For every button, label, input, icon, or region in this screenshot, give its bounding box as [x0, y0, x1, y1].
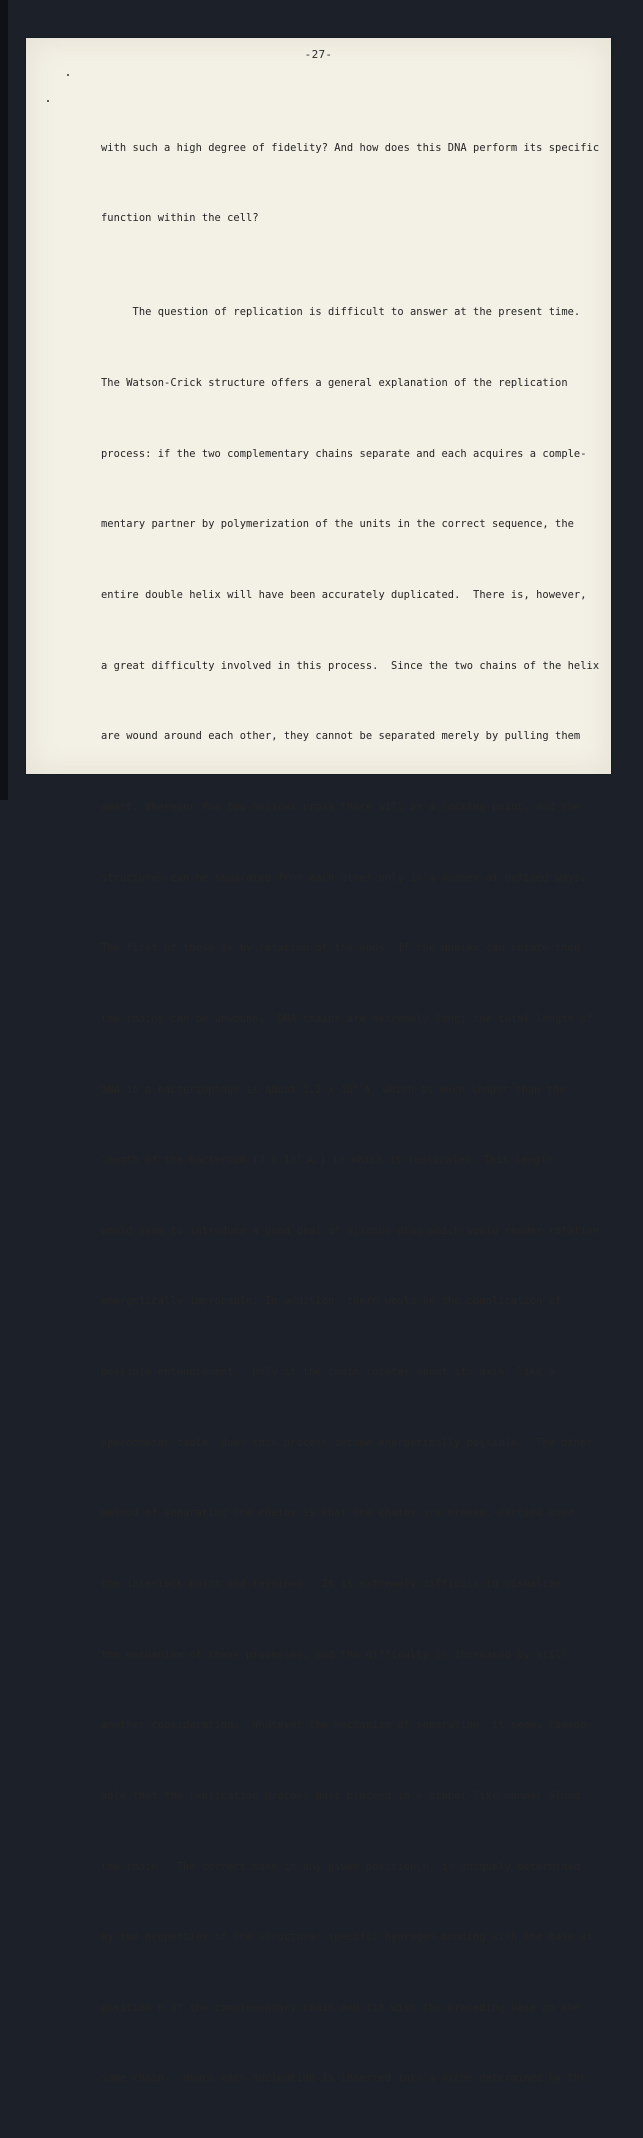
text-line: energetically improbable. In addition, there would be the complication of [101, 1295, 562, 1308]
text-line: mentary partner by polymerization of the units in the correct sequence, the [101, 518, 574, 531]
text-line: by two properties of the structure: specific hydrogen bonding with the base at [101, 1931, 593, 1944]
text-line: method of separating the chains is that the chains are broken, carried over [101, 1507, 574, 1520]
text-segment: A.) in which it replicates. This length [300, 1154, 553, 1167]
text-line: structures can be separated from each other only in a number of defined ways. [101, 871, 587, 884]
text-line: able that the replication process must proceed in a zipper-like manner along [101, 1789, 581, 1802]
exponent: 6 [353, 1081, 358, 1090]
text-segment: length of the bacterium (3 x 10 [101, 1154, 297, 1167]
text-line-with-exponent [101, 1149, 591, 1173]
margin-dot [67, 74, 69, 76]
text-line: apart. Wherever the two helices cross there will be a locking point, and the [101, 800, 581, 813]
text-segment: DNA in a bacteriophage is about 1.2 x 10 [101, 1083, 354, 1096]
page-number: -27- [304, 48, 333, 61]
text-line: possible entanglement. Only if the chain rotates about its axis, like a [101, 1366, 556, 1379]
text-line: the chains can be unwound. DNA chains are extremely long; the total length of [101, 1012, 593, 1025]
text-line: position n of the complementary chain and fit with the preceding base on the [101, 2001, 581, 2014]
text-line: another consideration. Whatever the mechanism of separation, it seems reason- [101, 1719, 593, 1732]
body-text [101, 66, 600, 2138]
scan-background-edge [0, 0, 8, 800]
text-line: are wound around each other, they cannot be separated merely by pulling them [101, 730, 581, 743]
text-line: The question of replication is difficult to answer at the present time. [101, 306, 581, 319]
text-line: the mechanism of these processes, and the difficulty is increased by still [101, 1648, 568, 1661]
text-line-with-exponent [101, 1079, 591, 1103]
text-line: The first of these is by rotation of the ends. If the duplex can rotate then [101, 942, 581, 955]
text-line: the interlock point and rejoined. It is extremely difficult to visualize [101, 1578, 562, 1590]
text-segment: A. which is much longer than the [357, 1083, 566, 1096]
text-line: would seem to introduce a good deal of viscous drag which would render rotation [101, 1224, 600, 1237]
text-line: The Watson-Crick structure offers a general explanation of the replication [101, 377, 568, 390]
text-line: speedometer cable, does this process become energetically possible. The other [101, 1436, 593, 1449]
text-line: a great difficulty involved in this process. Since the two chains of the helix [101, 659, 600, 672]
typewritten-page [26, 38, 611, 2085]
text-line: function within the cell? [101, 212, 259, 225]
text-line: with such a high degree of fidelity? And how does this DNA perform its specific [101, 141, 600, 154]
text-line: same chain. Hence each nucleotide is inserted into a niche determined by the [101, 2072, 587, 2085]
text-line: process: if the two complementary chains separate and each acquires a comple- [101, 447, 587, 460]
text-line: entire double helix will have been accurately duplicated. There is, however, [101, 589, 587, 602]
text-line: the chain. The correct base in any given position,n, is uniquely determined [101, 1860, 581, 1873]
margin-dot [47, 100, 49, 102]
exponent: 4 [296, 1152, 301, 1161]
